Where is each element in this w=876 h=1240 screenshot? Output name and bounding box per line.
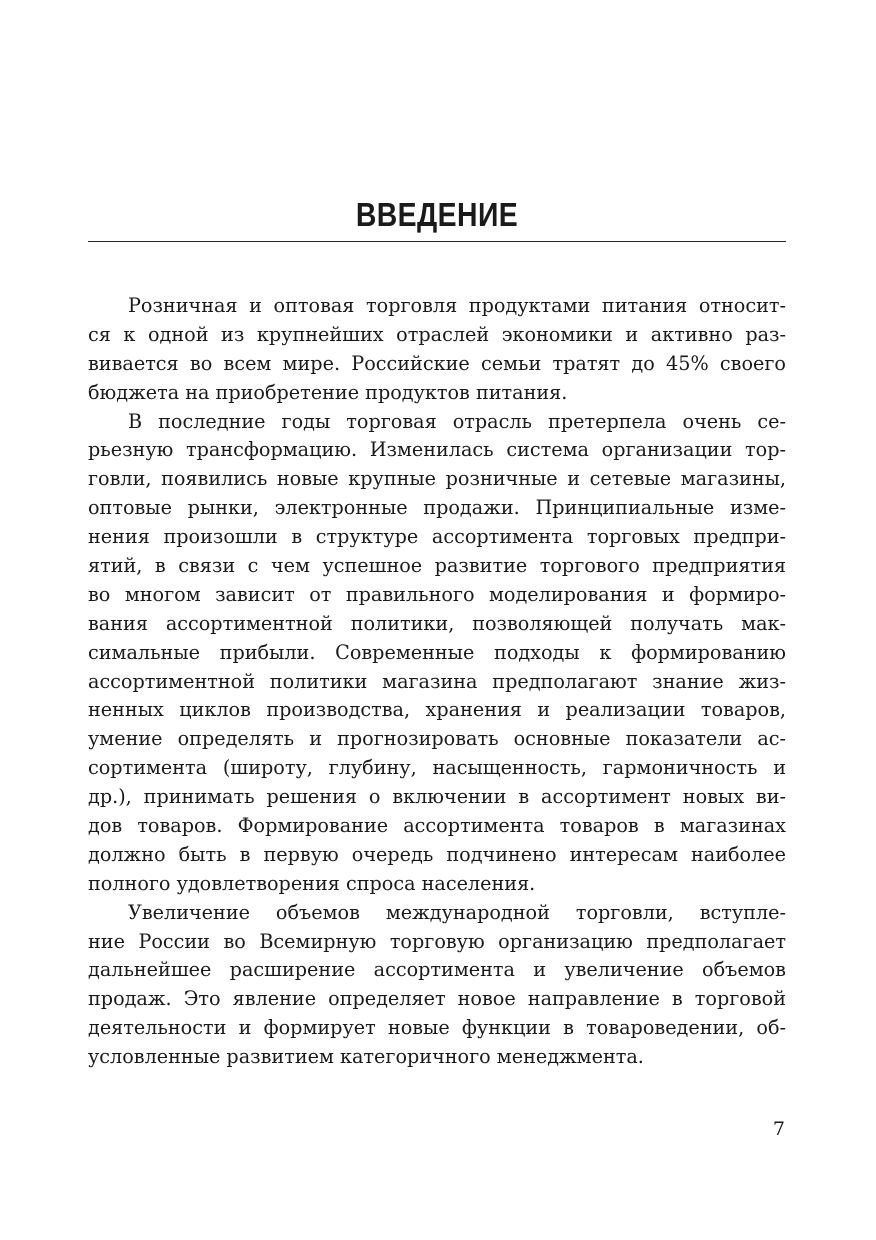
text-line: ся к одной из крупнейших отраслей экономики и активно раз- bbox=[88, 322, 786, 346]
text-line: ятий, в связи с чем успешное развитие торгового предприятия bbox=[88, 554, 786, 578]
text-line: должно быть в первую очередь подчинено интересам наиболее bbox=[88, 842, 786, 866]
text-line: вания ассортиментной политики, позволяющей получать мак- bbox=[88, 611, 786, 635]
text-line: вивается во всем мире. Российские семьи тратят до 45% своего bbox=[88, 351, 786, 375]
text-line: продаж. Это явление определяет новое направление в торговой bbox=[88, 987, 786, 1011]
text-line: умение определять и прогнозировать основные показатели ас- bbox=[88, 727, 786, 751]
paragraph bbox=[88, 408, 786, 899]
page-number: 7 bbox=[772, 1118, 785, 1140]
text-line: ние России во Всемирную торговую организацию предполагает bbox=[88, 929, 786, 953]
text-line: дов товаров. Формирование ассортимента товаров в магазинах bbox=[88, 814, 786, 838]
text-line: условленные развитием категоричного менеджмента. bbox=[88, 1045, 644, 1069]
text-line: Розничная и оптовая торговля продуктами питания относит- bbox=[128, 294, 786, 317]
text-line: во многом зависит от правильного моделирования и формиро- bbox=[88, 582, 786, 606]
text-line: говли, появились новые крупные розничные и сетевые магазины, bbox=[88, 467, 786, 491]
text-line: ненных циклов производства, хранения и реализации товаров, bbox=[88, 698, 786, 722]
paragraph bbox=[88, 899, 786, 1072]
text-line: др.), принимать решения о включении в ассортимент новых ви- bbox=[88, 785, 786, 809]
paragraph bbox=[88, 292, 786, 408]
title-divider bbox=[88, 241, 786, 242]
text-line: ассортиментной политики магазина предполагают знание жиз- bbox=[88, 669, 786, 693]
text-line: симальные прибыли. Современные подходы к формированию bbox=[88, 640, 786, 664]
text-line: сортимента (широту, глубину, насыщенность, гармоничность и bbox=[88, 756, 786, 780]
text-line: полного удовлетворения спроса населения. bbox=[88, 871, 536, 895]
text-line: Увеличение объемов международной торговли, вступле- bbox=[128, 900, 786, 924]
text-line: нения произошли в структуре ассортимента торговых предпри- bbox=[88, 525, 786, 549]
text-line: оптовые рынки, электронные продажи. Принципиальные изме- bbox=[88, 496, 786, 520]
text-line: бюджета на приобретение продуктов питания. bbox=[88, 380, 568, 404]
text-line: дальнейшее расширение ассортимента и увеличение объемов bbox=[88, 958, 786, 982]
text-line: рьезную трансформацию. Изменилась система организации тор- bbox=[88, 438, 786, 462]
body-text bbox=[88, 292, 786, 1072]
text-line: деятельности и формирует новые функции в товароведении, об- bbox=[88, 1016, 786, 1040]
text-line: В последние годы торговая отрасль претерпела очень се- bbox=[128, 409, 786, 433]
page-title: ВВЕДЕНИЕ bbox=[355, 196, 519, 233]
